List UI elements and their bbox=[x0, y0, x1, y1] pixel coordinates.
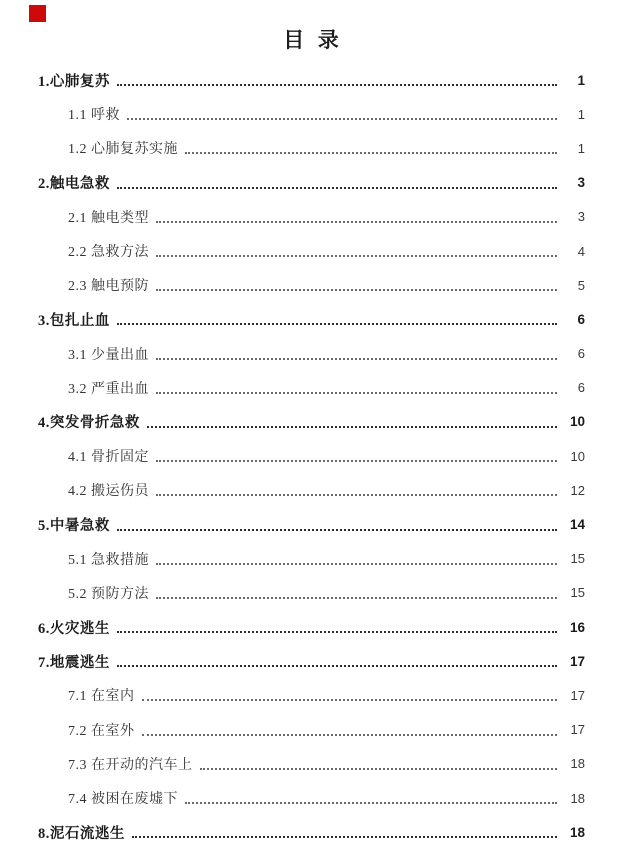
toc-entry bbox=[38, 302, 585, 336]
toc-entry bbox=[38, 63, 585, 97]
toc-entry-page: 17 bbox=[570, 687, 585, 703]
toc-entry-label: 6.火灾逃生 bbox=[38, 620, 110, 637]
toc-entry-label: 5.2 预防方法 bbox=[68, 586, 149, 602]
dot-leader bbox=[156, 255, 557, 257]
dot-leader bbox=[117, 665, 557, 667]
toc-entry-page: 6 bbox=[577, 380, 585, 396]
toc-entry-page: 18 bbox=[570, 790, 585, 806]
toc-entry-page: 17 bbox=[569, 653, 585, 669]
toc-entry-page: 17 bbox=[570, 722, 585, 738]
toc-entry-page: 16 bbox=[569, 619, 585, 635]
toc-entry bbox=[38, 439, 585, 473]
dot-leader bbox=[200, 768, 558, 770]
toc-entry-label: 2.触电急救 bbox=[38, 176, 110, 193]
toc-entry bbox=[38, 542, 585, 576]
toc-entry-page: 12 bbox=[570, 482, 585, 498]
toc-entry bbox=[38, 610, 585, 644]
toc-entry-page: 18 bbox=[569, 824, 585, 840]
dot-leader bbox=[156, 358, 557, 360]
toc-entry bbox=[38, 473, 585, 507]
toc-entry bbox=[38, 234, 585, 268]
toc-entry-page: 3 bbox=[577, 209, 585, 225]
toc-entry-label: 5.1 急救措施 bbox=[68, 552, 149, 568]
toc-entry-label: 8.泥石流逃生 bbox=[38, 825, 125, 842]
toc-entry-page: 15 bbox=[570, 551, 585, 567]
toc-entry-label: 3.包扎止血 bbox=[38, 312, 110, 329]
dot-leader bbox=[127, 118, 557, 120]
dot-leader bbox=[156, 221, 557, 223]
toc-entry-label: 4.1 骨折固定 bbox=[68, 450, 149, 466]
toc-entry bbox=[38, 781, 585, 815]
toc-list bbox=[38, 63, 585, 849]
toc-entry-label: 2.3 触电预防 bbox=[68, 279, 149, 295]
toc-entry-label: 1.心肺复苏 bbox=[38, 73, 110, 90]
toc-entry-page: 1 bbox=[577, 106, 585, 122]
dot-leader bbox=[142, 734, 558, 736]
toc-entry bbox=[38, 713, 585, 747]
dot-leader bbox=[117, 323, 557, 325]
toc-entry-label: 3.2 严重出血 bbox=[68, 381, 149, 397]
toc-entry-page: 6 bbox=[577, 311, 585, 327]
toc-entry bbox=[38, 200, 585, 234]
toc-entry bbox=[38, 371, 585, 405]
toc-entry bbox=[38, 678, 585, 712]
dot-leader bbox=[117, 529, 557, 531]
toc-entry-label: 5.中暑急救 bbox=[38, 518, 110, 535]
toc-entry-page: 18 bbox=[570, 756, 585, 772]
toc-entry-label: 2.2 急救方法 bbox=[68, 245, 149, 261]
toc-entry-page: 3 bbox=[577, 175, 585, 191]
dot-leader bbox=[156, 392, 557, 394]
dot-leader bbox=[185, 152, 557, 154]
toc-entry-page: 10 bbox=[570, 448, 585, 464]
dot-leader bbox=[117, 631, 557, 633]
dot-leader bbox=[156, 597, 557, 599]
toc-entry bbox=[38, 644, 585, 678]
toc-entry-label: 7.2 在室外 bbox=[68, 723, 135, 739]
toc-entry-label: 7.1 在室内 bbox=[68, 689, 135, 705]
toc-entry-label: 3.1 少量出血 bbox=[68, 347, 149, 363]
dot-leader bbox=[142, 699, 558, 701]
toc-entry bbox=[38, 815, 585, 849]
toc-entry-label: 2.1 触电类型 bbox=[68, 210, 149, 226]
toc-entry bbox=[38, 166, 585, 200]
toc-entry-page: 10 bbox=[569, 414, 585, 430]
toc-entry bbox=[38, 405, 585, 439]
dot-leader bbox=[117, 187, 557, 189]
page-title: 目 录 bbox=[283, 28, 340, 53]
dot-leader bbox=[185, 802, 557, 804]
toc-entry bbox=[38, 337, 585, 371]
toc-entry-page: 4 bbox=[577, 243, 585, 259]
toc-entry-label: 1.2 心肺复苏实施 bbox=[68, 142, 178, 158]
toc-entry bbox=[38, 268, 585, 302]
toc-entry-page: 6 bbox=[577, 346, 585, 362]
toc-entry-label: 7.地震逃生 bbox=[38, 654, 110, 671]
red-square-marker bbox=[29, 5, 46, 22]
toc-entry bbox=[38, 576, 585, 610]
dot-leader bbox=[117, 84, 557, 86]
toc-entry-page: 1 bbox=[577, 140, 585, 156]
dot-leader bbox=[156, 460, 557, 462]
dot-leader bbox=[147, 426, 557, 428]
dot-leader bbox=[156, 289, 557, 291]
toc-entry-page: 5 bbox=[577, 277, 585, 293]
toc-entry bbox=[38, 747, 585, 781]
dot-leader bbox=[156, 494, 557, 496]
dot-leader bbox=[156, 563, 557, 565]
toc-entry-label: 7.3 在开动的汽车上 bbox=[68, 757, 193, 773]
toc-entry-label: 4.2 搬运伤员 bbox=[68, 484, 149, 500]
toc-entry-label: 4.突发骨折急救 bbox=[38, 415, 140, 432]
toc-entry-label: 1.1 呼救 bbox=[68, 108, 120, 124]
toc-entry bbox=[38, 131, 585, 165]
toc-entry bbox=[38, 97, 585, 131]
dot-leader bbox=[132, 836, 557, 838]
toc-entry-page: 1 bbox=[577, 72, 585, 88]
toc-entry bbox=[38, 507, 585, 541]
toc-entry-page: 15 bbox=[570, 585, 585, 601]
toc-entry-page: 14 bbox=[569, 517, 585, 533]
toc-entry-label: 7.4 被困在废墟下 bbox=[68, 792, 178, 808]
